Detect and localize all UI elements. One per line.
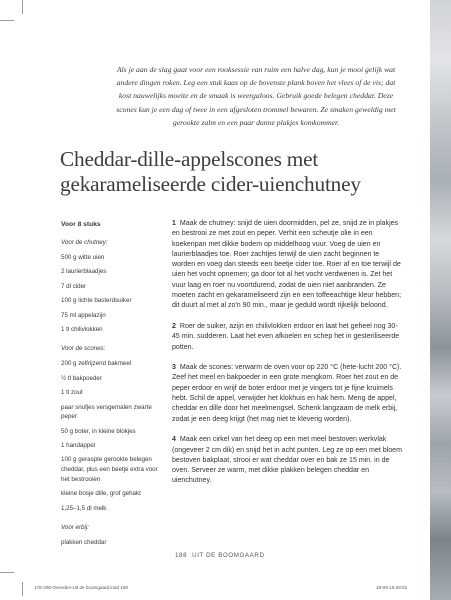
crop-mark	[22, 582, 23, 596]
slug-file: 178-208-Ovenden-Uit de boomgaard.indd 188	[34, 585, 128, 590]
step-text: Maak de scones: verwarm de oven voor op 220 °C (hete-lucht 200 °C). Zeef het meel en bakpoeder in een grote mengkom. Roer het zout en de peper erdoor en wrijf de boter erdoor met je vingers tot je fijne kruimels hebt. Schil de appel, verwijder het klokhuis en hak hem. Meng de appel, cheddar en dille door het meelmengsel. Schenk langzaam de melk erbij, zodat je een deeg krijgt (het mag niet te kleverig worden).	[172, 364, 402, 423]
chutney-heading: Voor de chutney:	[61, 239, 108, 246]
intro-text: Als je aan de slag gaat voor een rooksessie van ruim een halve dag, kun je mooi gelijk wat andere dingen roken. Leg een stuk kaas op de bovenste plank boven het vlees of de vis; dat kost nauwelijks moeite en de smaak is weergaloos. Gebruik goede belegen cheddar. Deze scones kun je een dag of twee in een afgesloten trommel bewaren. Ze smaken geweldig met gerookte zalm en een paar dunne plakjes komkommer.	[116, 65, 396, 127]
step-number: 1	[172, 220, 176, 227]
serve-heading: Voor erbij:	[61, 524, 89, 532]
ingredient: plakken cheddar	[61, 539, 107, 547]
ingredient: 100 g lichte basterdsuiker	[61, 297, 132, 305]
ingredient: 2 laurierblaadjes	[61, 268, 107, 276]
ingredient: 50 g boter, in kleine blokjes	[61, 427, 136, 435]
method-step	[172, 322, 404, 353]
ingredient: paar snufjes versgemalen zwarte peper	[61, 403, 152, 421]
ingredient: 200 g zelfrijzend bakmeel	[61, 360, 132, 368]
scones-ingredients	[61, 359, 167, 513]
serve-ingredients	[61, 538, 167, 548]
ingredient: 75 ml appelazijn	[61, 311, 106, 319]
crop-mark	[0, 572, 14, 573]
ingredient: 500 g witte uien	[61, 254, 105, 261]
ingredient: 1 tl zout	[61, 389, 83, 397]
ingredients-column	[61, 221, 167, 553]
recipe-title: Cheddar-dille-appelscones met gekarameliseerde cider-uienchutney	[60, 147, 361, 196]
chutney-ingredients	[61, 253, 167, 335]
serves-label: Voor 8 stuks	[61, 221, 101, 228]
ingredient: 7 dl cider	[61, 282, 87, 290]
section-name: UIT DE BOOMGAARD	[192, 552, 265, 559]
step-number: 3	[172, 364, 176, 372]
crop-mark	[22, 0, 23, 14]
method-column	[172, 219, 404, 497]
ingredient: ½ tl bakpoeder	[61, 374, 102, 382]
ingredient: kleine bosje dille, grof gehakt	[61, 490, 141, 498]
slug-date: 19-09-16 08:02	[376, 585, 408, 590]
page-footer	[175, 552, 265, 559]
method-step	[172, 219, 404, 312]
scones-heading: Voor de scones:	[61, 345, 106, 353]
step-text: Maak de chutney: snijd de uien doormidden, pel ze, snijd ze in plakjes en bestrooi ze met zout en peper. Verhit een scheutje olie in een koekenpan met dikke bodem op middelhoog vuur. Voeg de uien en laurierblaadjes toe. Roer zachtjes terwijl de uien zacht beginnen te worden en voeg dan steeds een beetje cider toe. Roer af en toe terwijl de uien het vocht opnemen; ga door tot al het vocht verdwenen is. Zet het vuur laag en roer nu voortdurend, zodat de uien niet aanbranden. Ze moeten zacht en gekarameliseerd zijn en een toffeeachtige kleur hebben; dit duurt al met al zo'n 90 min., maar je geduld wordt rijkelijk beloond.	[172, 220, 402, 310]
method-step	[172, 435, 404, 486]
crop-mark	[0, 20, 14, 21]
method-step	[172, 363, 404, 425]
ingredient: 100 g geraspte gerookte belegen cheddar, plus een beetje extra voor het bestrooien	[61, 456, 158, 484]
ingredient: 1,25–1,5 dl melk	[61, 504, 107, 512]
ingredient: 1 tl chilivlokken	[61, 325, 103, 333]
step-number: 4	[172, 436, 176, 444]
step-text: Maak een cirkel van het deeg op een met meel bestoven werkvlak (ongeveer 2 cm dik) en snijd het in acht punten. Leg ze op een met bloem bestoven bakplaat, strooi er wat cheddar over en bak ze 15 min. in de oven. Serveer ze warm, met dikke plakken belegen cheddar en uienchutney.	[172, 436, 402, 485]
step-number: 2	[172, 322, 176, 330]
ingredient: 1 handappel	[61, 442, 96, 450]
photo-bleed	[430, 0, 451, 600]
page-number: 188	[175, 552, 188, 559]
step-text: Roer de suiker, azijn en chilivlokken erdoor en laat het geheel nog 30-45 min. sudderen. Laat het even afkoelen en schep het in gesteriliseerde potten.	[172, 322, 400, 351]
